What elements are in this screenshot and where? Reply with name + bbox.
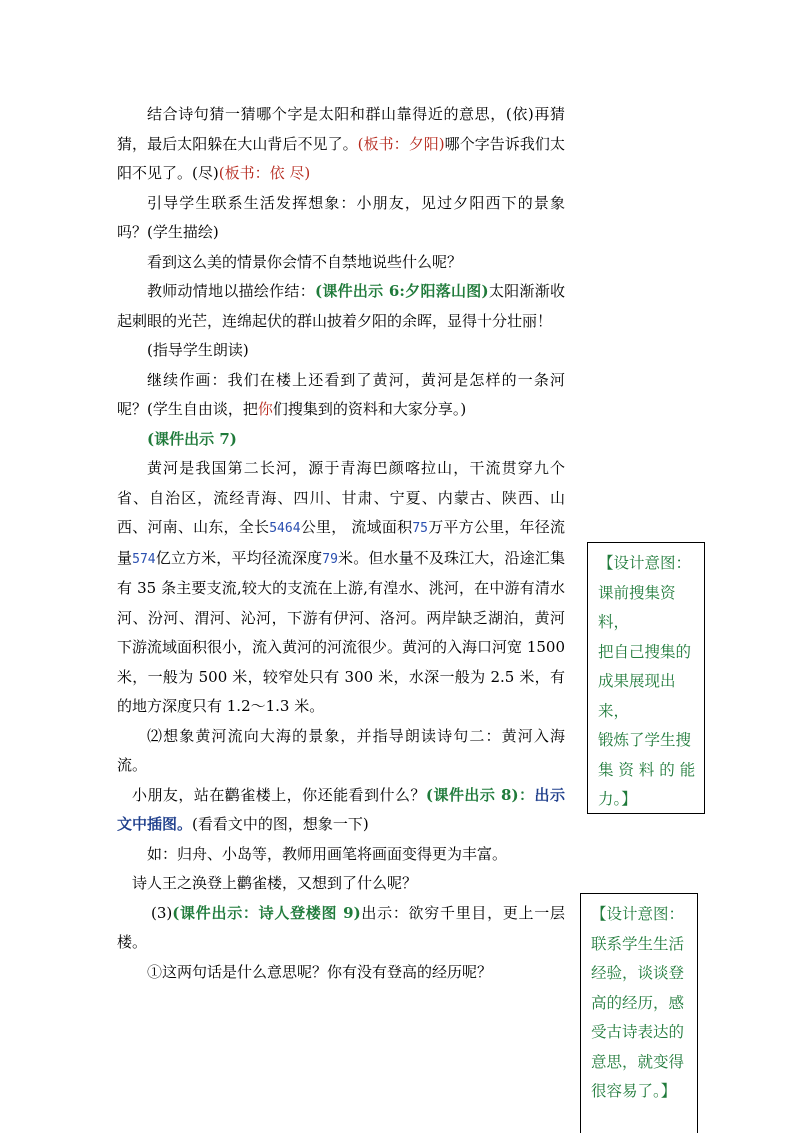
paragraph: ①这两句话是什么意思呢？你有没有登高的经历呢？ <box>147 962 493 981</box>
courseware-note: (课件出示 7) <box>147 429 237 448</box>
paragraph: (3)(课件出示：诗人登楼图 9)出示：欲穷千里目，更上一层楼。 <box>117 903 565 951</box>
paragraph: 看到这么美的情景你会情不自禁地说些什么呢？ <box>147 252 463 271</box>
paragraph: 黄河是我国第二长河，源于青海巴颜喀拉山，干流贯穿九个省、自治区，流经青海、四川、甘肃、宁夏、内蒙古、陕西、山西、河南、山东，全长5464公里， 流域面积75万平方公里，年径流量574亿立方米，平均径流深度79米。但水量不及珠江大，沿途汇集有 35 条主要支流,较大的支流在上游,有湟水、洮河，在中游有清水河、汾河、渭河、沁河，下游有伊河、洛河。两岸缺乏湖泊，黄河下游流域面积很小，流入黄河的河流很少。黄河的入海口河宽 1500 米，一般为 500 米，较窄处只有 300 米，水深一般为 2.5 米，有的地方深度只有 1.2～1.3 米。 <box>117 459 565 715</box>
paragraph: 继续作画：我们在楼上还看到了黄河，黄河是怎样的一条河呢？(学生自由谈，把你们搜集到的资料和大家分享。) <box>117 370 565 418</box>
paragraph: 如：归舟、小岛等，教师用画笔将画面变得更为丰富。 <box>147 844 508 863</box>
design-intent-box: 【设计意图： 课前搜集资料， 把自己搜集的 成果展现出来， 锻炼了学生搜 集 资 料 的 能 力。】 <box>587 542 705 814</box>
paragraph: 诗人王之涣登上鹳雀楼，又想到了什么呢？ <box>132 874 418 892</box>
paragraph: ⑵想象黄河流向大海的景象，并指导朗读诗句二：黄河入海流。 <box>117 726 565 774</box>
paragraph: 小朋友，站在鹳雀楼上，你还能看到什么？(课件出示 8)：出示文中插图。(看看文中的图，想象一下) <box>117 785 565 833</box>
paragraph: 教师动情地以描绘作结：(课件出示 6:夕阳落山图)太阳渐渐收起刺眼的光芒，连绵起伏的群山披着夕阳的余晖，显得十分壮丽！ <box>117 282 565 330</box>
design-intent-box: 【设计意图： 联系学生生活 经验，谈谈登 高的经历，感 受古诗表达的 意思，就变得 很容易了。】 <box>580 893 698 1133</box>
paragraph: 结合诗句猜一猜哪个字是太阳和群山靠得近的意思，(依)再猜猜，最后太阳躲在大山背后不见了。(板书：夕阳)哪个字告诉我们太阳不见了。(尽)(板书：依 尽) <box>117 105 565 182</box>
paragraph: 引导学生联系生活发挥想象：小朋友，见过夕阳西下的景象吗？(学生描绘) <box>117 193 565 241</box>
paragraph: (指导学生朗读) <box>147 341 249 359</box>
lesson-body <box>117 100 565 987</box>
